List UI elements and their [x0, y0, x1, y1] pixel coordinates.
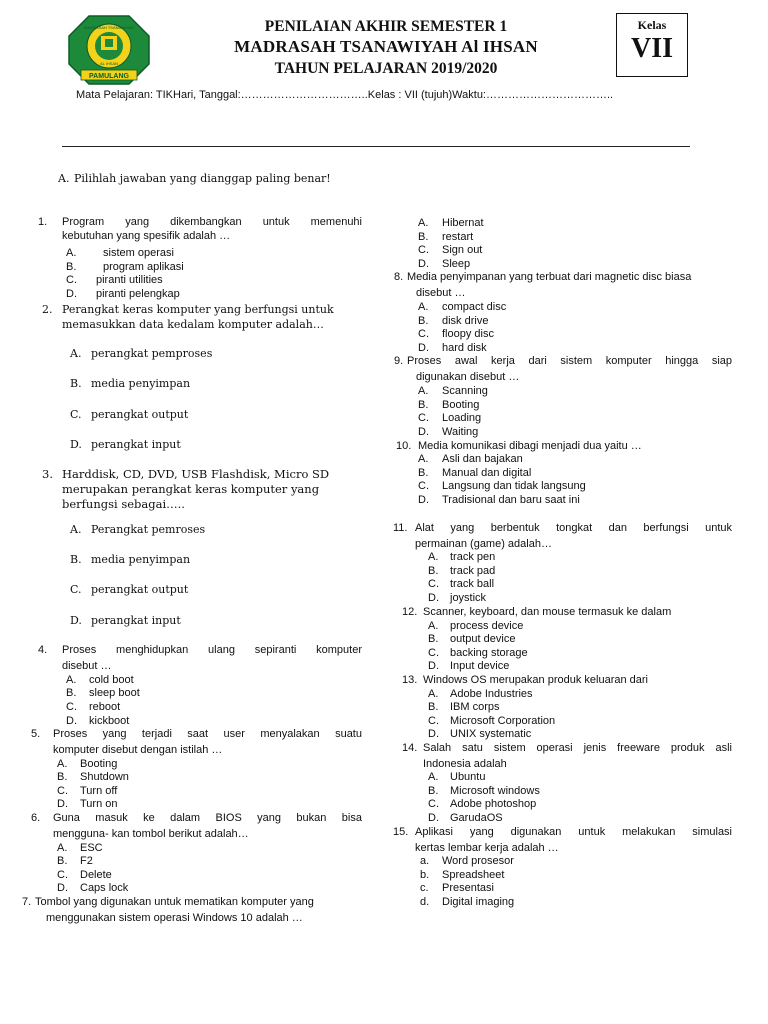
option-text: perangkat input [91, 614, 181, 627]
section-letter: A. [58, 172, 70, 185]
option-text: backing storage [450, 647, 528, 659]
option-letter: A. [428, 551, 439, 563]
option[interactable] [66, 701, 120, 715]
option-letter: b. [420, 869, 430, 881]
option-text: IBM corps [450, 701, 500, 713]
option-letter: A. [70, 347, 82, 360]
option[interactable] [418, 412, 481, 426]
option[interactable] [70, 377, 190, 391]
question-number: 4. [38, 644, 48, 656]
option[interactable] [428, 578, 494, 592]
question-stem: Indonesia adalah [423, 758, 507, 770]
option-letter: A. [57, 842, 68, 854]
option[interactable] [418, 328, 494, 342]
option[interactable] [428, 660, 509, 674]
question-number: 8. [394, 271, 404, 283]
option-letter: C. [428, 578, 439, 590]
option-text: Word prosesor [442, 855, 514, 867]
option[interactable] [70, 523, 205, 537]
option-letter: D. [428, 592, 439, 604]
option-letter: A. [57, 758, 68, 770]
option-letter: C. [418, 412, 429, 424]
option-letter: A. [70, 523, 82, 536]
option[interactable] [428, 728, 531, 742]
option-text: Delete [80, 869, 112, 881]
instruction-text: Pilihlah jawaban yang dianggap paling benar! [74, 172, 331, 185]
option-text: compact disc [442, 301, 507, 313]
option-text: Turn on [80, 798, 118, 810]
option[interactable] [66, 674, 134, 688]
class-label: Kelas [637, 18, 667, 32]
option-letter: D. [418, 426, 429, 438]
option[interactable] [428, 551, 495, 565]
option-text: hard disk [442, 342, 487, 354]
option-text: output device [450, 633, 516, 645]
question-stem: kebutuhan yang spesifik adalah … [62, 229, 231, 242]
option-text: media penyimpan [91, 377, 191, 390]
question-stem: memasukkan data kedalam komputer adalah… [62, 318, 324, 331]
option[interactable] [428, 701, 500, 715]
option-text: Microsoft Corporation [450, 715, 556, 727]
option-letter: A. [418, 385, 429, 397]
option-letter: C. [57, 869, 68, 881]
option-letter: B. [70, 377, 82, 390]
question-stem: disebut … [416, 287, 466, 299]
option[interactable] [428, 592, 486, 606]
option[interactable] [66, 261, 184, 275]
option[interactable] [57, 758, 117, 772]
option-letter: B. [428, 633, 439, 645]
question-stem: Media penyimpanan yang terbuat dari magnetic disc biasa [407, 271, 692, 283]
option[interactable] [70, 553, 190, 567]
question-number: 12. [402, 606, 418, 618]
option-text: Adobe Industries [450, 688, 533, 700]
option[interactable] [70, 583, 188, 597]
option-text: Waiting [442, 426, 479, 438]
option-letter: D. [428, 660, 439, 672]
option-text: Presentasi [442, 882, 494, 894]
option-text: perangkat pemproses [91, 347, 213, 360]
question-stem: Alat yang berbentuk tongkat dan berfungsi untuk [415, 522, 732, 534]
option-letter: a. [420, 855, 430, 867]
question-number: 7. [22, 896, 32, 908]
option-text: Loading [442, 412, 482, 424]
option-text: track pen [450, 551, 496, 563]
question-stem: Salah satu sistem operasi jenis freeware produk asli [423, 742, 732, 754]
option-letter: D. [57, 882, 68, 894]
logo-banner-text: PAMULANG [89, 73, 129, 80]
option-text: piranti pelengkap [96, 288, 180, 300]
option-letter: C. [70, 408, 82, 421]
question-stem: kertas lembar kerja adalah … [415, 842, 559, 854]
option[interactable] [418, 467, 531, 481]
question-stem: Guna masuk ke dalam BIOS yang bukan bisa [53, 812, 362, 824]
option-letter: B. [428, 701, 439, 713]
option[interactable] [57, 785, 117, 799]
option[interactable] [418, 315, 488, 329]
option-letter: c. [420, 882, 429, 894]
exam-title: PENILAIAN AKHIR SEMESTER 1 [264, 18, 508, 35]
question-number: 2. [42, 303, 53, 316]
question-stem: Proses yang terjadi saat user menyalakan suatu [53, 728, 362, 740]
option-text: Booting [442, 399, 480, 411]
question-stem: menggunakan sistem operasi Windows 10 adalah … [46, 912, 303, 924]
option[interactable] [57, 842, 103, 856]
option-text: Digital imaging [442, 896, 515, 908]
option-letter: D. [418, 342, 429, 354]
option[interactable] [428, 715, 555, 729]
option[interactable] [428, 688, 533, 702]
option-letter: D. [57, 798, 68, 810]
option-text: disk drive [442, 315, 489, 327]
option-letter: D. [418, 494, 429, 506]
option-text: media penyimpan [91, 553, 191, 566]
question-stem: Aplikasi yang digunakan untuk melakukan simulasi [415, 826, 732, 838]
option[interactable] [418, 385, 488, 399]
option-letter: B. [66, 261, 77, 273]
question-number: 13. [402, 674, 418, 686]
option-text: UNIX systematic [450, 728, 532, 740]
option-text: restart [442, 231, 474, 243]
section-instruction [58, 172, 331, 185]
option-letter: d. [420, 896, 430, 908]
option[interactable] [428, 771, 485, 785]
option-text: piranti utilities [96, 274, 163, 286]
option[interactable] [418, 399, 479, 413]
option[interactable] [420, 896, 514, 910]
question-stem: Proses awal kerja dari sistem komputer hingga siap [407, 355, 732, 367]
question-stem: mengguna- kan tombol berikut adalah… [53, 828, 249, 840]
option-text: process device [450, 620, 524, 632]
option-letter: A. [428, 771, 439, 783]
option[interactable] [57, 798, 118, 812]
option-letter: B. [418, 399, 429, 411]
option[interactable] [418, 217, 484, 231]
option[interactable] [418, 301, 506, 315]
option[interactable] [428, 647, 528, 661]
option[interactable] [428, 812, 503, 826]
option[interactable] [418, 342, 487, 356]
option-letter: A. [418, 301, 429, 313]
option-text: Microsoft windows [450, 785, 540, 797]
option-text: Shutdown [80, 771, 129, 783]
option-text: Sign out [442, 244, 483, 256]
option-letter: A. [428, 688, 439, 700]
option-text: kickboot [89, 715, 130, 727]
question-stem: Media komunikasi dibagi menjadi dua yaitu … [418, 440, 642, 452]
option-text: sistem operasi [103, 247, 174, 259]
question-stem: Scanner, keyboard, dan mouse termasuk ke dalam [423, 606, 672, 618]
option[interactable] [428, 565, 495, 579]
option-letter: C. [418, 244, 429, 256]
option-text: Perangkat pemroses [91, 523, 206, 536]
option-text: perangkat input [91, 438, 181, 451]
question-number: 3. [42, 467, 53, 481]
option[interactable] [66, 247, 174, 261]
option-text: GarudaOS [450, 812, 503, 824]
option-letter: B. [418, 231, 429, 243]
question-stem: Windows OS merupakan produk keluaran dari [423, 674, 649, 686]
option-text: Manual dan digital [442, 467, 532, 479]
option-text: track ball [450, 578, 495, 590]
option[interactable] [420, 882, 494, 896]
question-1 [38, 216, 362, 244]
question-stem: digunakan disebut … [416, 371, 520, 383]
exam-info-line: Mata Pelajaran: TIKHari, Tanggal:……………………………..Kelas : VII (tujuh)Waktu:…………………………….. [76, 89, 614, 101]
option[interactable] [428, 633, 515, 647]
option-letter: B. [418, 467, 429, 479]
option[interactable] [418, 453, 523, 467]
option-letter: B. [428, 565, 439, 577]
option[interactable] [70, 408, 188, 422]
question-number: 6. [31, 812, 41, 824]
option-text: Tradisional dan baru saat ini [442, 494, 580, 506]
option[interactable] [420, 869, 504, 883]
option-text: Caps lock [80, 882, 129, 894]
option[interactable] [70, 347, 212, 361]
question-stem: Tombol yang digunakan untuk mematikan komputer yang [35, 896, 314, 908]
class-value: VII [630, 33, 673, 64]
option[interactable] [418, 231, 473, 245]
option-text: Adobe photoshop [450, 798, 537, 810]
option[interactable] [66, 687, 140, 701]
question-number: 10. [396, 440, 412, 452]
option-text: Input device [450, 660, 510, 672]
option-letter: B. [57, 855, 68, 867]
option[interactable] [418, 258, 470, 272]
option-text: Turn off [80, 785, 118, 797]
option-letter: C. [418, 328, 429, 340]
option[interactable] [70, 614, 181, 628]
option-text: track pad [450, 565, 496, 577]
option-letter: C. [66, 274, 77, 286]
option-letter: A. [428, 620, 439, 632]
option-text: F2 [80, 855, 93, 867]
option-letter: D. [66, 715, 77, 727]
question-stem: Proses menghidupkan ulang sepiranti komputer [62, 644, 362, 656]
option[interactable] [418, 426, 478, 440]
option[interactable] [57, 869, 112, 883]
option-text: reboot [89, 701, 121, 713]
question-stem: berfungsi sebagai….. [62, 497, 185, 511]
option-letter: B. [428, 785, 439, 797]
option[interactable] [57, 771, 129, 785]
option-text: ESC [80, 842, 103, 854]
option-letter: C. [428, 715, 439, 727]
question-stem: Harddisk, CD, DVD, USB Flashdisk, Micro SD [62, 467, 330, 481]
question-number: 11. [393, 522, 408, 534]
option-letter: A. [66, 674, 77, 686]
school-name: MADRASAH TSANAWIYAH Al IHSAN [234, 37, 538, 56]
option[interactable] [418, 494, 580, 508]
option[interactable] [57, 882, 128, 896]
question-stem: disebut … [62, 660, 112, 672]
option[interactable] [66, 715, 129, 729]
option-text: Spreadsheet [442, 869, 505, 881]
question-stem: merupakan perangkat keras komputer yang [62, 482, 320, 496]
question-stem: Program yang dikembangkan untuk memenuhi [62, 216, 362, 228]
option[interactable] [418, 480, 586, 494]
option[interactable] [428, 620, 523, 634]
question-number: 9. [394, 355, 404, 367]
question-number: 15. [393, 826, 409, 838]
option-letter: B. [70, 553, 82, 566]
option-letter: A. [418, 453, 429, 465]
option-letter: D. [70, 438, 82, 451]
option[interactable] [428, 785, 540, 799]
option-text: Ubuntu [450, 771, 486, 783]
option-text: program aplikasi [103, 261, 184, 273]
option[interactable] [420, 855, 514, 869]
question-stem: komputer disebut dengan istilah … [53, 744, 223, 756]
option-letter: D. [428, 812, 439, 824]
option-letter: C. [418, 480, 429, 492]
question-number: 5. [31, 728, 41, 740]
option-text: Booting [80, 758, 118, 770]
option-text: Sleep [442, 258, 471, 270]
option-text: Langsung dan tidak langsung [442, 480, 586, 492]
class-box [616, 13, 688, 77]
option-text: Hibernat [442, 217, 484, 229]
option-letter: D. [418, 258, 429, 270]
option-letter: B. [57, 771, 68, 783]
option-letter: C. [70, 583, 82, 596]
option-letter: A. [418, 217, 429, 229]
option-letter: D. [66, 288, 77, 300]
option-letter: C. [66, 701, 77, 713]
option[interactable] [66, 288, 180, 302]
option[interactable] [70, 438, 181, 452]
option-text: Scanning [442, 385, 488, 397]
option[interactable] [418, 244, 482, 258]
option-text: Asli dan bajakan [442, 453, 523, 465]
option-text: sleep boot [89, 687, 140, 699]
option-letter: C. [57, 785, 68, 797]
option-letter: A. [66, 247, 77, 259]
option-text: floopy disc [442, 328, 494, 340]
option-letter: D. [428, 728, 439, 740]
question-stem: permainan (game) adalah… [415, 538, 552, 550]
option[interactable] [428, 798, 536, 812]
option[interactable] [57, 855, 93, 869]
logo-top-text: MADRASAH TSANAWIYAH [84, 25, 134, 30]
option-text: perangkat output [91, 408, 189, 421]
option-letter: B. [66, 687, 77, 699]
option-letter: C. [428, 647, 439, 659]
option-text: cold boot [89, 674, 134, 686]
school-logo [67, 14, 151, 86]
option-text: perangkat output [91, 583, 189, 596]
option-letter: C. [428, 798, 439, 810]
option-letter: B. [418, 315, 429, 327]
question-number: 14. [402, 742, 418, 754]
logo-bottom-text: AL IHSAN [99, 61, 119, 66]
question-stem: Perangkat keras komputer yang berfungsi untuk [62, 303, 334, 316]
option[interactable] [66, 274, 163, 288]
option-text: joystick [450, 592, 487, 604]
option-letter: D. [70, 614, 82, 627]
question-number: 1. [38, 216, 48, 228]
academic-year: TAHUN PELAJARAN 2019/2020 [274, 60, 498, 77]
header-divider [62, 146, 690, 147]
